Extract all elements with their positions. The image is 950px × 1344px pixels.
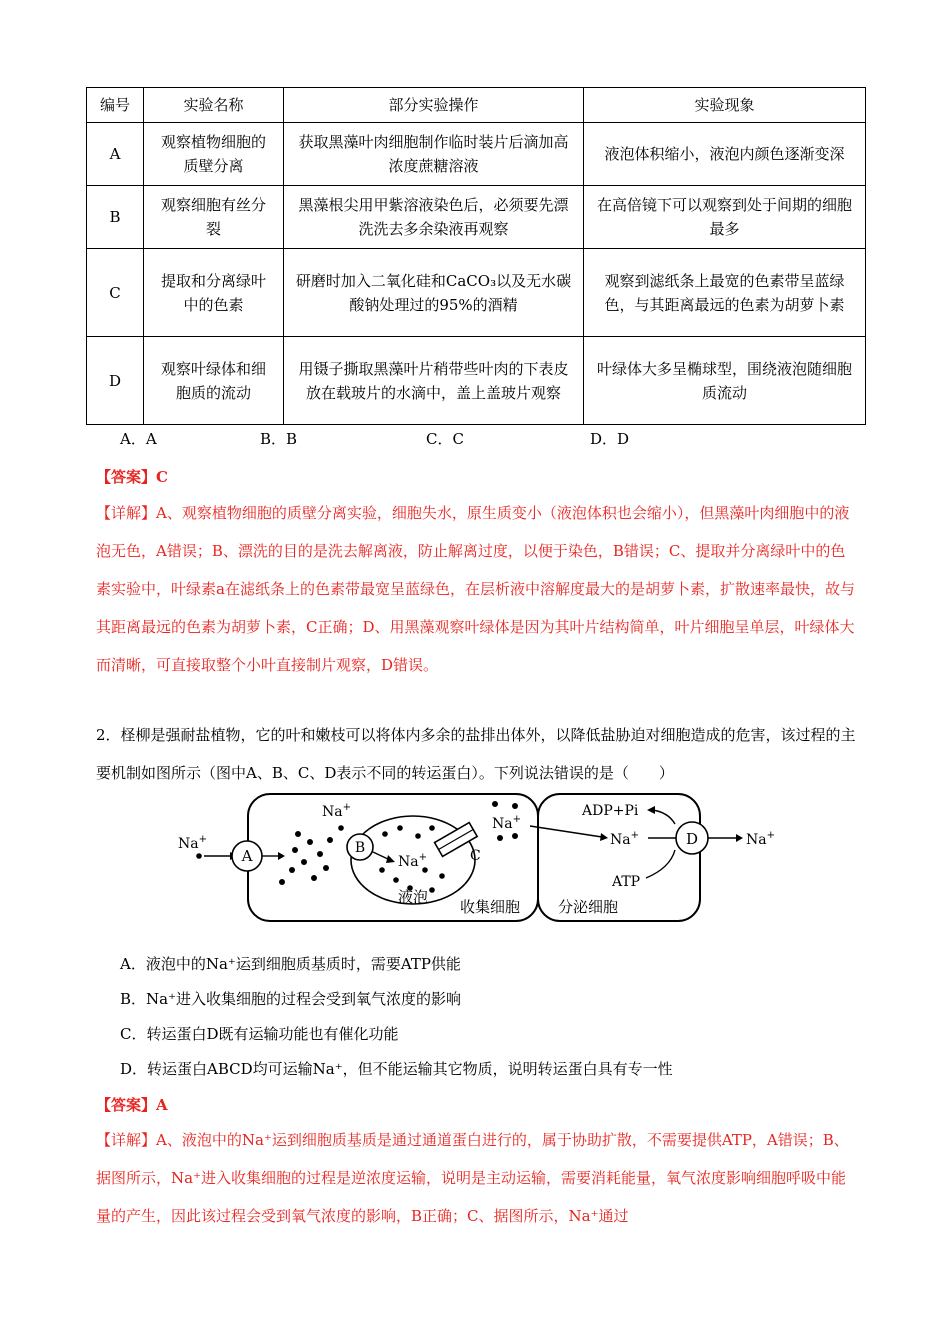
adp-arrow (652, 810, 675, 824)
q1-detail: 【详解】A、观察植物细胞的质壁分离实验，细胞失水，原生质变小（液泡体积也会缩小），但黑藻叶肉细胞中的液泡无色，A错误；B、漂洗的目的是洗去解离液，防止解离过度，以便于染色，B错误；C、提取并分离绿叶中的色素实验中，叶绿素a在滤纸条上的色素带最宽呈蓝绿色，在层析液中溶解度最大的是胡萝卜素，扩散速率最快，故与其距离最远的色素为胡萝卜素，C正确；D、用黑藻观察叶绿体是因为其叶片结构简单，叶片细胞呈单层，叶绿体大而清晰，可直接取整个小叶直接制片观察，D错误。 (96, 504, 855, 674)
na-label-left: Na+ (178, 834, 207, 852)
arrowhead (278, 852, 285, 860)
atp-arrow (646, 850, 675, 878)
na-label-right: Na+ (492, 814, 521, 832)
row-id: C (87, 249, 144, 337)
atp-label: ATP (612, 874, 641, 890)
table-row (87, 186, 866, 249)
header-id: 编号 (87, 88, 144, 123)
adp-label: ADP+Pi (582, 803, 639, 819)
row-name: 提取和分离绿叶中的色素 (144, 249, 284, 337)
q2-option-c[interactable]: C．转运蛋白D既有运输功能也有催化功能 (120, 1025, 399, 1043)
row-result: 液泡体积缩小，液泡内颜色逐渐变深 (584, 123, 866, 186)
table-row (87, 249, 866, 337)
q2-option-a[interactable]: A．液泡中的Na⁺运到细胞质基质时，需要ATP供能 (120, 955, 461, 973)
row-result: 叶绿体大多呈椭球型，围绕液泡随细胞质流动 (584, 337, 866, 425)
collecting-cell-label: 收集细胞 (460, 898, 521, 916)
vacuole-label: 液泡 (398, 888, 429, 906)
protein-d-label: D (685, 830, 699, 848)
q2-detail: 【详解】A、液泡中的Na⁺运到细胞质基质是通过通道蛋白进行的，属于协助扩散，不需要提供ATP，A错误；B、据图所示，Na⁺进入收集细胞的过程是逆浓度运输，说明是主动运输，需要消耗能量，氧气浓度影响细胞呼吸中能量的产生，因此该过程会受到氧气浓度的影响，B正确；C、据图所示，Na⁺通过 (96, 1131, 849, 1225)
row-name: 观察植物细胞的质壁分离 (144, 123, 284, 186)
arrowhead (736, 834, 743, 842)
arrowhead (386, 855, 395, 863)
arrowhead (647, 806, 655, 814)
secretory-cell-label: 分泌细胞 (558, 898, 619, 916)
protein-b-label: B (354, 840, 366, 856)
na-ion (338, 825, 344, 831)
row-id: D (87, 337, 144, 425)
q1-answer: 【答案】C (96, 468, 168, 486)
row-result: 观察到滤纸条上最宽的色素带呈蓝绿色，与其距离最远的色素为胡萝卜素 (584, 249, 866, 337)
row-operation: 黑藻根尖用甲紫溶液染色后，必须要先漂洗洗去多余染液再观察 (284, 186, 584, 249)
table-header-row (87, 88, 866, 123)
row-id: A (87, 123, 144, 186)
na-ions-cytoplasm (279, 831, 333, 885)
protein-a-label: A (241, 847, 253, 865)
q2-option-b[interactable]: B．Na⁺进入收集细胞的过程会受到氧气浓度的影响 (120, 990, 462, 1008)
row-operation: 研磨时加入二氧化硅和CaCO₃以及无水碳酸钠处理过的95%的酒精 (284, 249, 584, 337)
q2-answer: 【答案】A (96, 1096, 168, 1114)
q1-option-c[interactable]: C．C (426, 430, 464, 448)
na-label-secretory: Na+ (610, 830, 639, 848)
header-operation: 部分实验操作 (284, 88, 584, 123)
q1-option-a[interactable]: A．A (120, 430, 157, 448)
q1-option-b[interactable]: B．B (260, 430, 298, 448)
arrow-to-secretory (530, 826, 602, 837)
row-operation: 用镊子撕取黑藻叶片稍带些叶肉的下表皮放在载玻片的水滴中，盖上盖玻片观察 (284, 337, 584, 425)
table-row (87, 123, 866, 186)
protein-c-label: C (470, 848, 481, 864)
header-name: 实验名称 (144, 88, 284, 123)
experiment-table (86, 87, 866, 425)
row-name: 观察细胞有丝分裂 (144, 186, 284, 249)
header-result: 实验现象 (584, 88, 866, 123)
na-label-out: Na+ (746, 830, 775, 848)
q1-options (120, 428, 820, 454)
q2-option-d[interactable]: D．转运蛋白ABCD均可运输Na⁺，但不能运输其它物质，说明转运蛋白具有专一性 (120, 1060, 673, 1078)
na-ion (196, 853, 202, 859)
q1-option-d[interactable]: D．D (590, 430, 630, 448)
na-label-vacuole: Na+ (398, 852, 427, 870)
arrowhead (600, 833, 608, 841)
transport-diagram (170, 790, 780, 925)
q2-stem: 2．柽柳是强耐盐植物，它的叶和嫩枝可以将体内多余的盐排出体外，以降低盐胁迫对细胞造成的危害，该过程的主要机制如图所示（图中A、B、C、D表示不同的转运蛋白）。下列说法错误的是（ ） (96, 726, 856, 782)
table-row (87, 337, 866, 425)
row-name: 观察叶绿体和细胞质的流动 (144, 337, 284, 425)
row-id: B (87, 186, 144, 249)
row-result: 在高倍镜下可以观察到处于间期的细胞最多 (584, 186, 866, 249)
row-operation: 获取黑藻叶肉细胞制作临时装片后滴加高浓度蔗糖溶液 (284, 123, 584, 186)
na-label-top: Na+ (322, 802, 351, 820)
